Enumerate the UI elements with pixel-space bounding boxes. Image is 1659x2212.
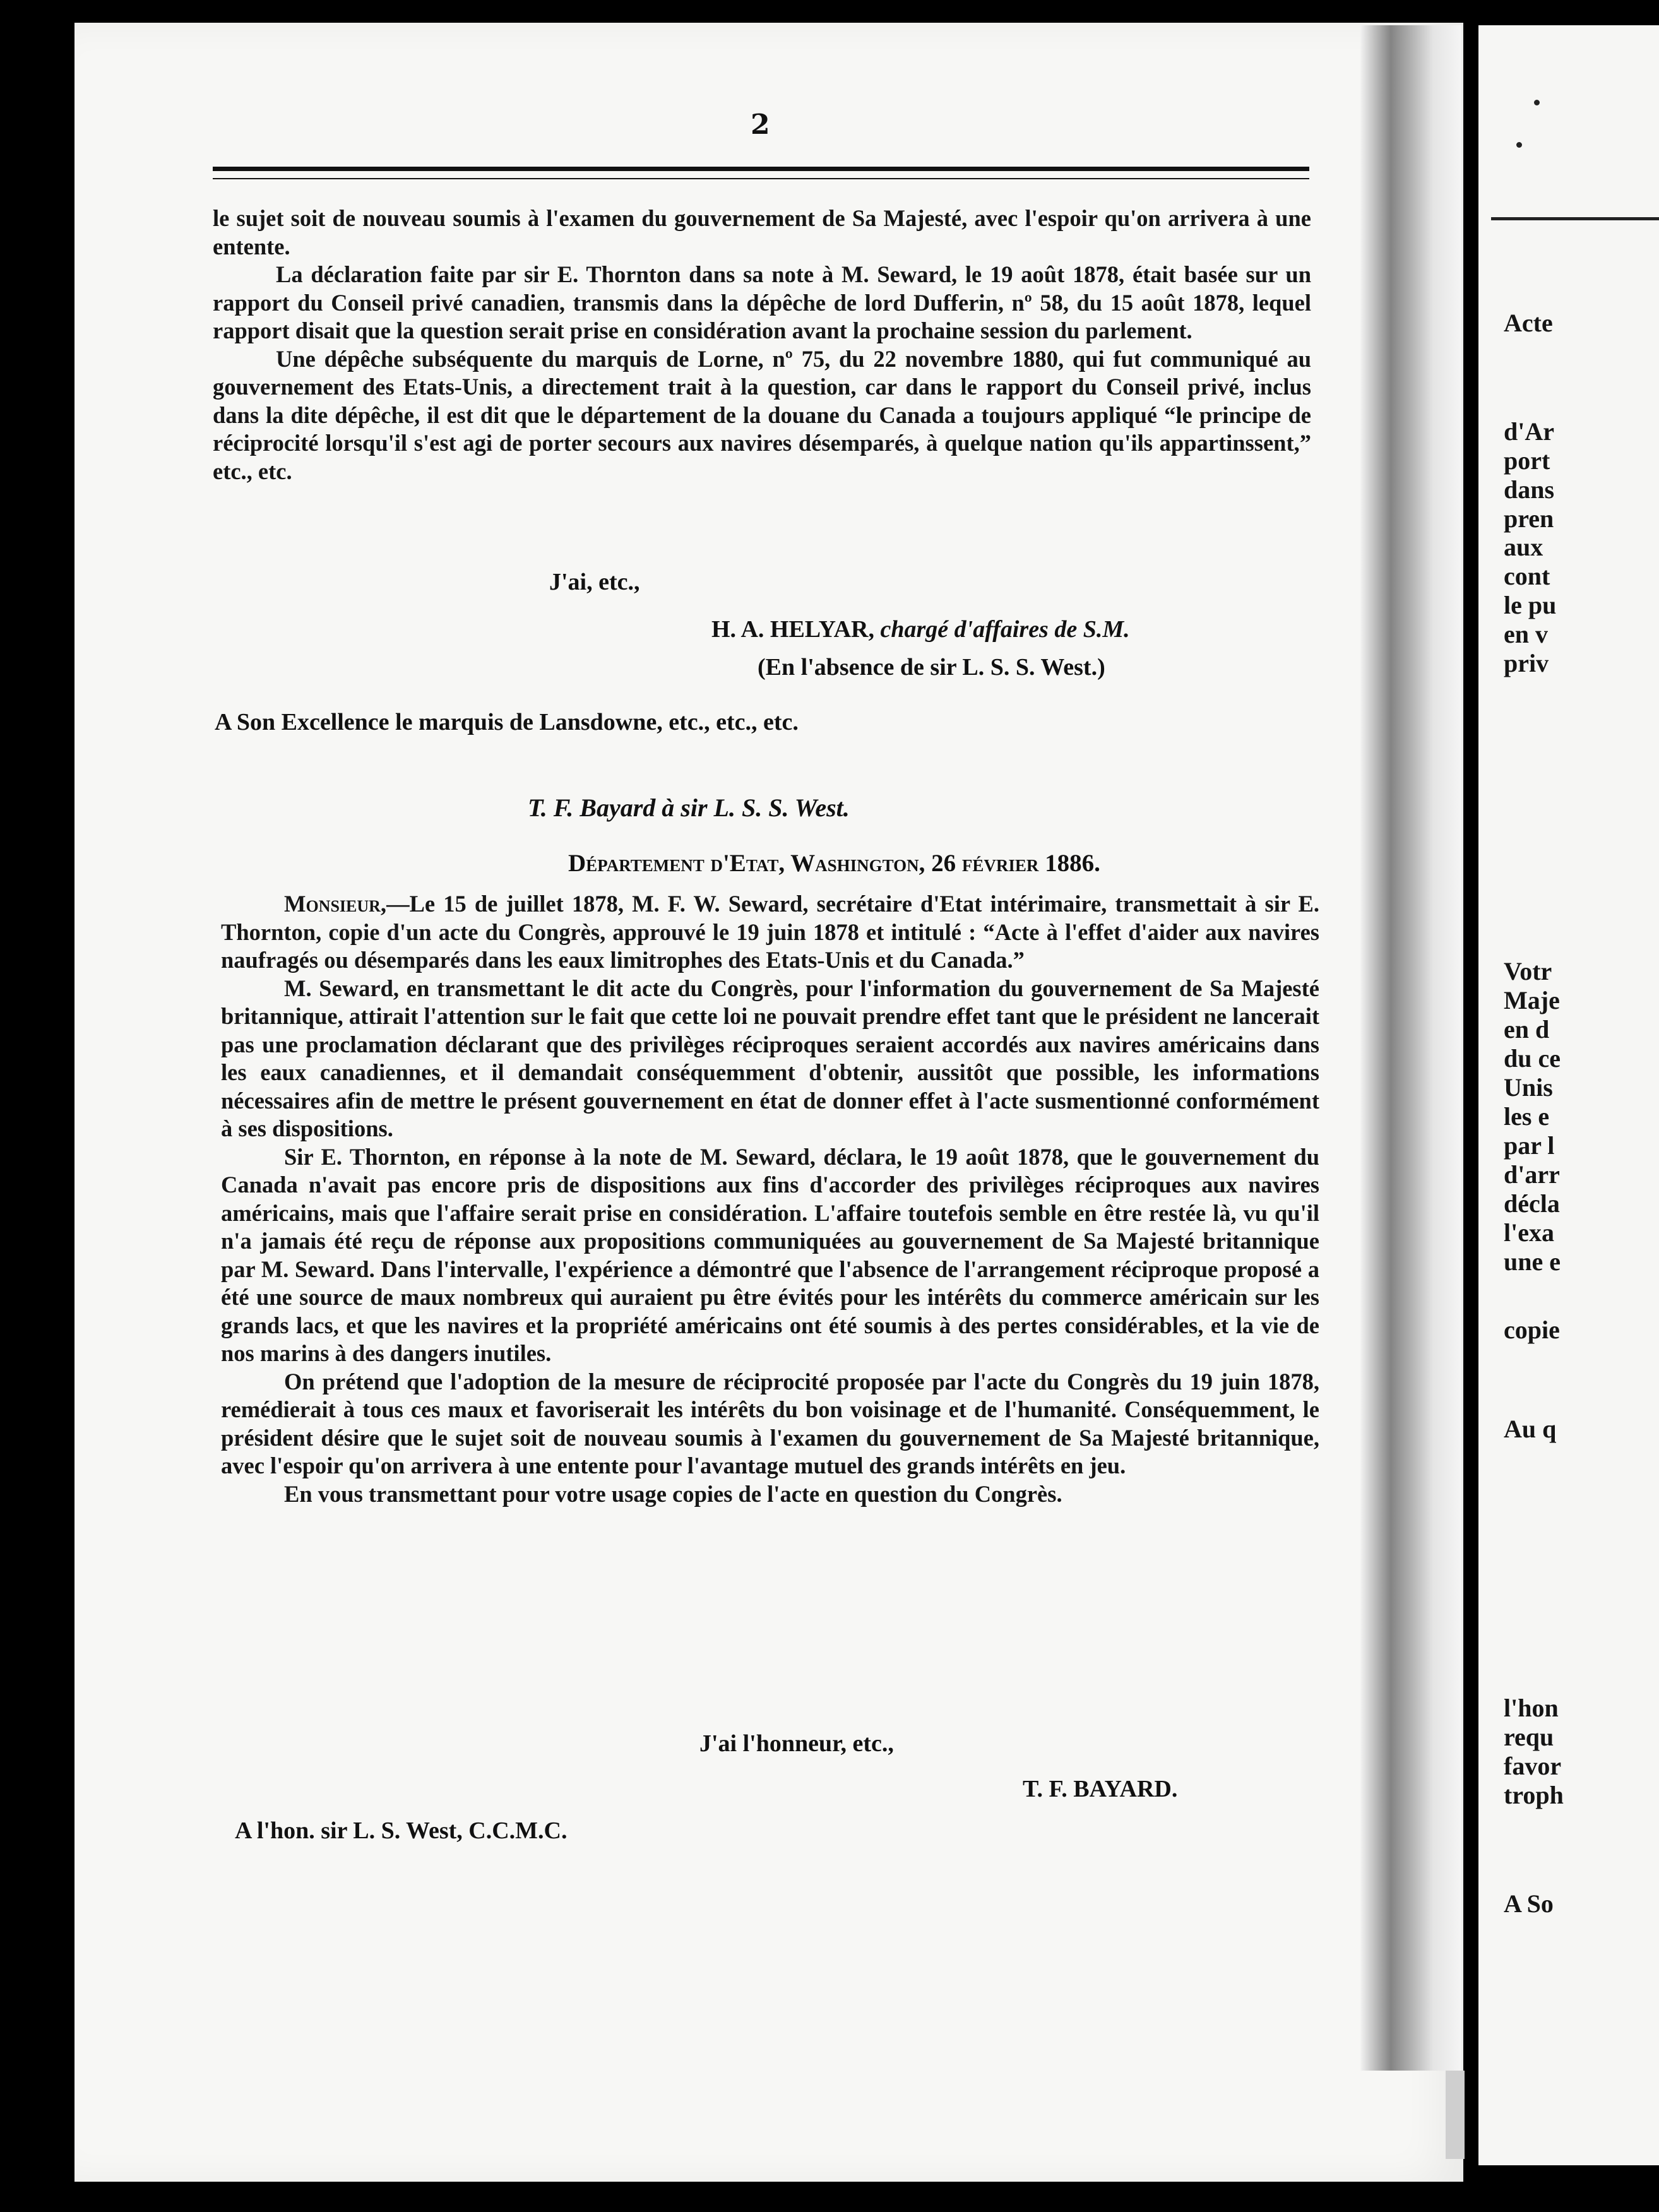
paragraph: On prétend que l'adoption de la mesure de réciprocité proposée par l'acte du Congrès du 19 juin 1878, remédierait à tous ces maux et favoriserait les intérêts du bon voisinage et de l'humanité. Conséquemment, le président désire que le sujet soit de nouveau soumis à l'examen du gouvernement de Sa Majesté britannique, avec l'espoir qu'on arrivera à une entente pour l'avantage mutuel des grands intérêts en jeu. — [221, 1368, 1319, 1478]
facing-line: l'hon — [1504, 1694, 1559, 1722]
facing-line: décla — [1504, 1189, 1560, 1218]
paragraph: Une dépêche subséquente du marquis de Lorne, nº 75, du 22 novembre 1880, qui fut communiqué au gouvernement des Etats-Unis, a directement trait à la question, car dans le rapport du Conseil privé, inclus dans la dite dépêche, il est dit que le département de la douane du Canada a toujours appliqué “le principe de réciprocité lorsqu'il s'est agi de porter secours aux navires désemparés, à quelque nation qu'ils appartinssent,” etc., etc. — [213, 345, 1311, 484]
facing-line: Unis — [1504, 1073, 1553, 1102]
page-number: 2 — [751, 109, 770, 141]
facing-line: une e — [1504, 1247, 1561, 1276]
signature: T. F. BAYARD. — [1023, 1776, 1178, 1802]
ink-dot — [1516, 142, 1522, 148]
closing-formula: J'ai l'honneur, etc., — [699, 1730, 894, 1757]
facing-line: aux — [1504, 533, 1543, 561]
facing-page — [1478, 25, 1659, 2165]
paragraph: M. Seward, en transmettant le dit acte du Congrès, pour l'information du gouvernement de Sa Majesté britannique, attirait l'attention sur le fait que cette loi ne pouvait prendre effet tant que le président ne lancerait pas une proclamation déclarant que des privilèges réciproques seraient accordés aux navires américains dans les eaux canadiennes, et il demandait conséquemment d'obtenir, aussitôt que possible, les informations nécessaires afin de mettre le présent gouvernement en état de donner effet à l'acte susmentionné conformément à ses dispositions. — [221, 975, 1319, 1141]
facing-line: priv — [1504, 649, 1549, 677]
facing-line: en d — [1504, 1015, 1550, 1044]
binding-gutter-edge — [1446, 2071, 1465, 2159]
header-rule-thin — [213, 178, 1309, 179]
salutation: Monsieur, — [284, 891, 387, 917]
facing-line: copie — [1504, 1316, 1560, 1344]
paragraph: le sujet soit de nouveau soumis à l'examen du gouvernement de Sa Majesté, avec l'espoir qu'on arrivera à une entente. — [213, 205, 1311, 259]
addressee: A Son Excellence le marquis de Lansdowne, etc., etc., etc. — [215, 709, 799, 735]
facing-line: Au q — [1504, 1415, 1557, 1443]
facing-line: Votr — [1504, 957, 1552, 985]
facing-page-rule — [1491, 217, 1659, 220]
facing-line: pren — [1504, 504, 1554, 533]
signature-note: (En l'absence de sir L. S. S. West.) — [758, 654, 1105, 681]
header-rule-thick — [213, 167, 1309, 171]
facing-line: port — [1504, 446, 1550, 475]
facing-line: les e — [1504, 1102, 1550, 1131]
paragraph: La déclaration faite par sir E. Thornton dans sa note à M. Seward, le 19 août 1878, était basée sur un rapport du Conseil privé canadien, transmis dans la dépêche de lord Dufferin, nº 58, du 15 août 1878, lequel rapport disait que la question serait prise en considération avant la prochaine session du parlement. — [213, 261, 1311, 343]
facing-line: par l — [1504, 1131, 1555, 1160]
signature — [711, 615, 1130, 643]
binding-gutter-shadow — [1360, 25, 1461, 2071]
letter-2-body — [221, 890, 1319, 1508]
closing-formula: J'ai, etc., — [549, 569, 640, 595]
facing-line: troph — [1504, 1781, 1564, 1809]
letter-heading: T. F. Bayard à sir L. S. S. West. — [528, 794, 850, 822]
signature-title: chargé d'affaires de S.M. — [880, 616, 1130, 643]
facing-line: l'exa — [1504, 1218, 1554, 1247]
facing-line: d'Ar — [1504, 417, 1554, 446]
ink-dot — [1534, 100, 1540, 105]
facing-line: Maje — [1504, 986, 1560, 1014]
facing-line: d'arr — [1504, 1160, 1560, 1189]
paragraph — [221, 890, 1319, 975]
letter-1-body — [213, 205, 1311, 485]
facing-line: cont — [1504, 562, 1550, 590]
facing-line: en v — [1504, 620, 1548, 648]
paragraph: Sir E. Thornton, en réponse à la note de M. Seward, déclara, le 19 août 1878, que le gouvernement du Canada n'avait pas encore pris de dispositions aux fins d'accorder des privilèges réciproques aux navires américains, mais que l'affaire serait prise en considération. L'affaire toutefois semble en être restée là, vu qu'il n'a jamais été reçu de réponse aux propositions communiquées au gouvernement de Sa Majesté britannique par M. Seward. Dans l'intervalle, l'expérience a démontré que l'absence de l'arrangement réciproque proposé a été une source de maux nombreux qui auraient pu être évités pour les intérêts du commerce américain sur les grands lacs, et que les navires et la propriété américains ont été soumis à des pertes considérables, et la vie de nos marins à des dangers inutiles. — [221, 1143, 1319, 1366]
dateline: Département d'Etat, Washington, 26 février 1886. — [568, 850, 1100, 877]
facing-line: le pu — [1504, 591, 1557, 619]
facing-line: A So — [1504, 1889, 1554, 1918]
facing-line: requ — [1504, 1723, 1554, 1751]
signature-name: H. A. HELYAR, — [711, 616, 875, 643]
facing-line: Acte — [1504, 309, 1553, 337]
facing-line: du ce — [1504, 1044, 1561, 1073]
addressee: A l'hon. sir L. S. West, C.C.M.C. — [235, 1817, 568, 1844]
facing-line: favor — [1504, 1752, 1562, 1780]
facing-line: dans — [1504, 475, 1555, 504]
paragraph: En vous transmettant pour votre usage copies de l'acte en question du Congrès. — [284, 1480, 1062, 1507]
paragraph-text: —Le 15 de juillet 1878, M. F. W. Seward, secrétaire d'Etat intérimaire, transmettait à sir E. Thornton, copie d'un acte du Congrès, approuvé le 19 juin 1878 et intitulé : “Acte à l'effet d'aider aux navires naufragés ou désemparés dans les eaux limitrophes des Etats-Unis et du Canada.” — [221, 891, 1319, 973]
